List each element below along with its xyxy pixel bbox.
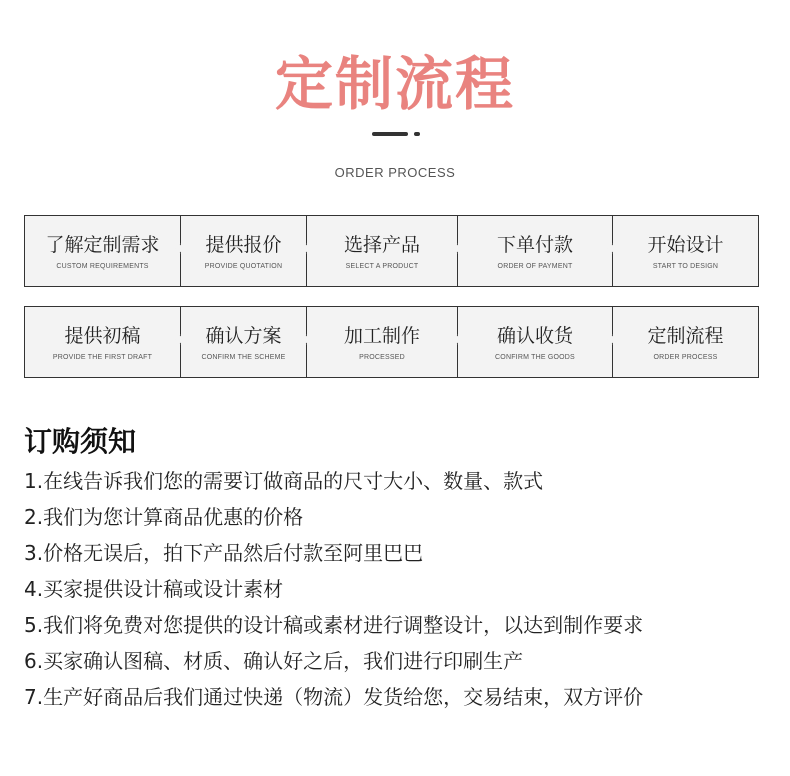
step-subtitle: CUSTOM REQUIREMENTS [56, 262, 149, 270]
list-item: 5.我们将免费对您提供的设计稿或素材进行调整设计，以达到制作要求 [24, 613, 644, 637]
step-subtitle: PROVIDE QUOTATION [204, 262, 283, 270]
step-title: 提供初稿 [64, 324, 141, 347]
list-item: 6.买家确认图稿、材质、确认好之后，我们进行印刷生产 [24, 649, 524, 673]
process-step [181, 216, 306, 286]
process-step [613, 216, 758, 286]
step-subtitle: PROCESSED [359, 353, 405, 361]
process-step [181, 307, 306, 377]
process-step [25, 216, 180, 286]
process-row-1 [24, 215, 759, 287]
step-title: 确认方案 [205, 324, 282, 347]
process-row-2 [24, 306, 759, 378]
page-subtitle: ORDER PROCESS [334, 165, 456, 180]
notice-title: 订购须知 [24, 425, 137, 458]
step-subtitle: CONFIRM THE GOODS [495, 353, 575, 361]
step-title: 定制流程 [647, 324, 724, 347]
divider-dot [414, 132, 420, 136]
process-step [25, 307, 180, 377]
step-title: 下单付款 [496, 233, 573, 256]
step-title: 确认收货 [496, 324, 573, 347]
list-item: 1.在线告诉我们您的需要订做商品的尺寸大小、数量、款式 [24, 469, 544, 493]
step-subtitle: SELECT A PRODUCT [345, 262, 419, 270]
process-step [307, 307, 457, 377]
divider-bar [372, 132, 408, 136]
process-step [307, 216, 457, 286]
step-subtitle: ORDER PROCESS [653, 353, 718, 361]
list-item: 7.生产好商品后我们通过快递（物流）发货给您，交易结束，双方评价 [24, 685, 644, 709]
notice-list [24, 466, 643, 718]
list-item: 2.我们为您计算商品优惠的价格 [24, 505, 304, 529]
step-subtitle: START TO DESIGN [652, 262, 719, 270]
step-title: 选择产品 [343, 233, 420, 256]
list-item: 4.买家提供设计稿或设计素材 [24, 577, 284, 601]
step-title: 加工制作 [343, 324, 420, 347]
step-title: 开始设计 [647, 233, 724, 256]
process-step [613, 307, 758, 377]
step-subtitle: ORDER OF PAYMENT [497, 262, 573, 270]
step-title: 提供报价 [205, 233, 282, 256]
step-subtitle: PROVIDE THE FIRST DRAFT [52, 353, 153, 361]
process-step [458, 216, 612, 286]
process-step [458, 307, 612, 377]
step-title: 了解定制需求 [45, 233, 160, 256]
page-title: 定制流程 [274, 50, 515, 118]
list-item: 3.价格无误后，拍下产品然后付款至阿里巴巴 [24, 541, 424, 565]
step-subtitle: CONFIRM THE SCHEME [201, 353, 286, 361]
